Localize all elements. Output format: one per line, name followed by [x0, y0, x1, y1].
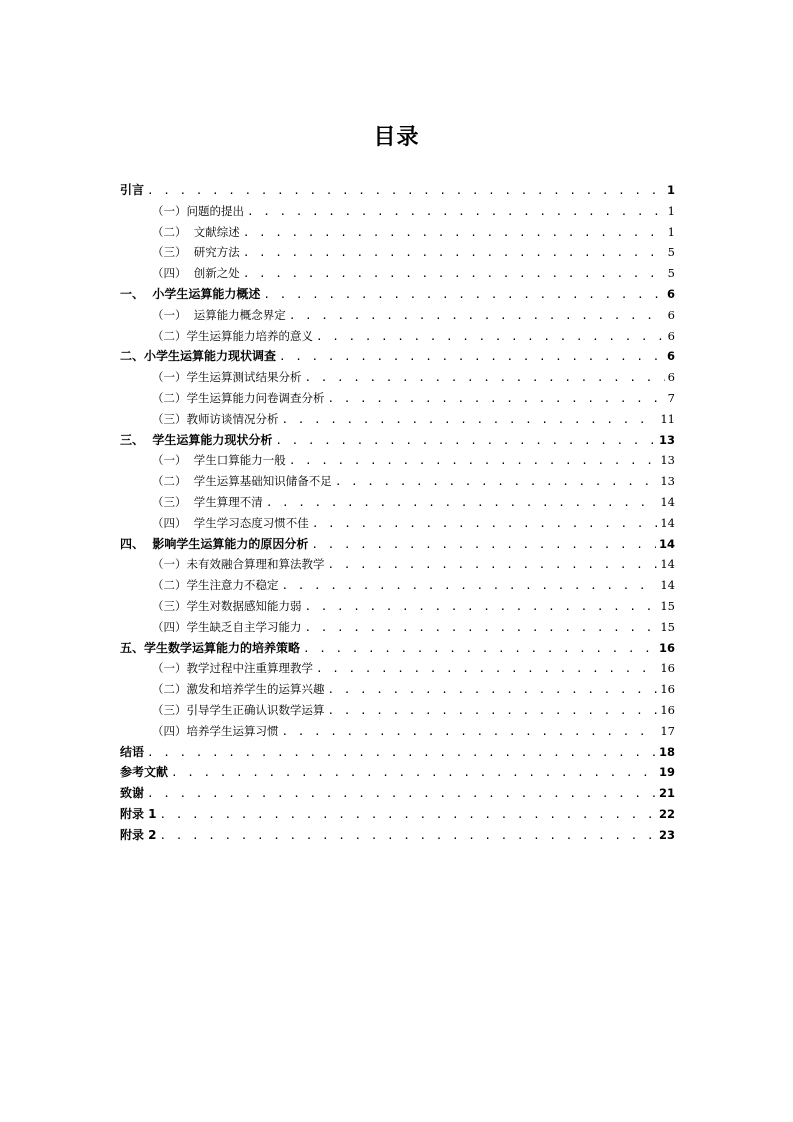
toc-chapter-entry[interactable]: [120, 180, 675, 201]
dot-leader: [311, 535, 656, 555]
toc-page-number: 13: [660, 453, 675, 468]
dot-leader: [328, 389, 665, 409]
toc-section-entry[interactable]: [120, 367, 675, 388]
toc-section-entry[interactable]: [120, 471, 675, 492]
toc-entry-label: （三） 学生算理不清: [152, 494, 263, 509]
toc-page-number: 17: [660, 723, 675, 738]
dot-leader: [275, 431, 656, 451]
dot-leader: [279, 347, 664, 367]
dot-leader: [312, 514, 658, 534]
toc-entry-label: （一）未有效融合算理和算法教学: [152, 557, 325, 572]
toc-page-number: 6: [666, 286, 675, 301]
dot-leader: [335, 472, 658, 492]
dot-leader: [316, 327, 665, 347]
toc-page-number: 6: [666, 349, 675, 364]
dot-leader: [303, 639, 656, 659]
toc-entry-label: （二）学生运算能力培养的意义: [152, 328, 313, 343]
toc-page-number: 16: [660, 702, 675, 717]
toc-section-entry[interactable]: [120, 388, 675, 409]
toc-chapter-entry[interactable]: [120, 804, 675, 825]
toc-section-entry[interactable]: [120, 450, 675, 471]
toc-section-entry[interactable]: [120, 263, 675, 284]
toc-section-entry[interactable]: [120, 492, 675, 513]
dot-leader: [263, 285, 664, 305]
toc-chapter-entry[interactable]: [120, 430, 675, 451]
toc-entry-label: 引言: [120, 183, 145, 197]
toc-entry-label: 一、 小学生运算能力概述: [120, 286, 261, 301]
toc-entry-label: 二、小学生运算能力现状调查: [120, 349, 277, 364]
toc-entry-label: 结语: [120, 744, 145, 759]
toc-page-number: 14: [660, 515, 675, 530]
toc-entry-label: 五、学生数学运算能力的培养策略: [120, 640, 301, 655]
toc-page-number: 23: [658, 827, 675, 842]
toc-entry-label: （一）学生运算测试结果分析: [152, 370, 302, 385]
toc-entry-label: （二）激发和培养学生的运算兴趣: [152, 682, 325, 697]
toc-section-entry[interactable]: [120, 554, 675, 575]
toc-chapter-entry[interactable]: [120, 783, 675, 804]
toc-entry-label: （一）教学过程中注重算理教学: [152, 661, 313, 676]
toc-page-number: 14: [660, 494, 675, 509]
dot-leader: [160, 805, 656, 825]
toc-entry-label: 三、 学生运算能力现状分析: [120, 432, 273, 447]
dot-leader: [282, 722, 658, 742]
dot-leader: [160, 826, 656, 846]
toc-chapter-entry[interactable]: [120, 638, 675, 659]
dot-leader: [316, 659, 657, 679]
toc-entry-label: （一） 学生口算能力一般: [152, 453, 286, 468]
dot-leader: [289, 306, 665, 326]
toc-entry-label: （二） 文献综述: [152, 224, 240, 239]
toc-entry-label: 致谢: [120, 786, 145, 801]
toc-page-number: 21: [658, 786, 675, 801]
toc-entry-label: （二）学生注意力不稳定: [152, 578, 279, 593]
toc-page-number: 6: [667, 307, 675, 322]
dot-leader: [305, 368, 665, 388]
toc-page-number: 6: [667, 370, 675, 385]
dot-leader: [305, 618, 658, 638]
dot-leader: [243, 264, 665, 284]
dot-leader: [305, 597, 658, 617]
toc-chapter-entry[interactable]: [120, 534, 675, 555]
toc-chapter-entry[interactable]: [120, 825, 675, 846]
toc-entry-label: 四、 影响学生运算能力的原因分析: [120, 536, 309, 551]
toc-entry-label: 附录 1: [120, 806, 157, 821]
toc-section-entry[interactable]: [120, 658, 675, 679]
toc-page-number: 1: [667, 224, 675, 239]
dot-leader: [282, 576, 658, 596]
dot-leader: [266, 493, 658, 513]
toc-page-number: 1: [666, 183, 675, 197]
toc-page-number: 16: [660, 682, 675, 697]
toc-section-entry[interactable]: [120, 222, 675, 243]
table-of-contents: [120, 180, 675, 846]
dot-leader: [147, 743, 656, 763]
toc-section-entry[interactable]: [120, 721, 675, 742]
toc-page-number: 22: [658, 806, 675, 821]
toc-section-entry[interactable]: [120, 596, 675, 617]
toc-chapter-entry[interactable]: [120, 762, 675, 783]
toc-page-number: 14: [660, 557, 675, 572]
toc-chapter-entry[interactable]: [120, 742, 675, 763]
toc-page-number: 16: [660, 661, 675, 676]
toc-entry-label: （三）引导学生正确认识数学运算: [152, 702, 325, 717]
toc-section-entry[interactable]: [120, 513, 675, 534]
toc-chapter-entry[interactable]: [120, 346, 675, 367]
dot-leader: [243, 243, 665, 263]
toc-entry-label: （一）问题的提出: [152, 203, 244, 218]
toc-entry-label: （一） 运算能力概念界定: [152, 307, 286, 322]
toc-section-entry[interactable]: [120, 242, 675, 263]
toc-page-number: 15: [660, 598, 675, 613]
toc-entry-label: （二） 学生运算基础知识储备不足: [152, 474, 332, 489]
dot-leader: [289, 451, 658, 471]
dot-leader: [247, 202, 665, 222]
toc-entry-label: （四） 学生学习态度习惯不佳: [152, 515, 309, 530]
page-title: 目录: [373, 125, 420, 150]
toc-page-number: 16: [658, 640, 675, 655]
dot-leader: [328, 680, 658, 700]
dot-leader: [282, 410, 658, 430]
toc-entry-label: 参考文献: [120, 765, 169, 780]
toc-page-number: 13: [660, 474, 675, 489]
toc-page-number: 15: [660, 619, 675, 634]
toc-page-number: 11: [660, 411, 675, 426]
toc-section-entry[interactable]: [120, 305, 675, 326]
dot-leader: [171, 763, 656, 783]
toc-page-number: 13: [658, 432, 675, 447]
toc-page-number: 6: [667, 328, 675, 343]
dot-leader: [147, 784, 656, 804]
toc-entry-label: （四）培养学生运算习惯: [152, 723, 279, 738]
toc-entry-label: （三）教师访谈情况分析: [152, 411, 279, 426]
toc-entry-label: （四）学生缺乏自主学习能力: [152, 619, 302, 634]
toc-entry-label: 附录 2: [120, 827, 157, 842]
toc-page-number: 1: [667, 203, 675, 218]
toc-chapter-entry[interactable]: [120, 284, 675, 305]
toc-section-entry[interactable]: [120, 326, 675, 347]
dot-leader: [328, 701, 658, 721]
toc-page-number: 14: [660, 578, 675, 593]
dot-leader: [328, 555, 658, 575]
toc-section-entry[interactable]: [120, 700, 675, 721]
dot-leader: [243, 223, 665, 243]
toc-page-number: 7: [667, 390, 675, 405]
toc-entry-label: （四） 创新之处: [152, 266, 240, 281]
toc-page-number: 14: [658, 536, 675, 551]
toc-entry-label: （二）学生运算能力问卷调查分析: [152, 390, 325, 405]
toc-entry-label: （三）学生对数据感知能力弱: [152, 598, 302, 613]
toc-section-entry[interactable]: [120, 575, 675, 596]
toc-section-entry[interactable]: [120, 679, 675, 700]
toc-page-number: 19: [658, 765, 675, 780]
toc-page-number: 5: [667, 266, 675, 281]
toc-page-number: 5: [667, 245, 675, 260]
toc-section-entry[interactable]: [120, 617, 675, 638]
toc-entry-label: （三） 研究方法: [152, 245, 240, 260]
toc-page-number: 18: [658, 744, 675, 759]
toc-section-entry[interactable]: [120, 201, 675, 222]
dot-leader: [147, 181, 664, 201]
toc-section-entry[interactable]: [120, 409, 675, 430]
